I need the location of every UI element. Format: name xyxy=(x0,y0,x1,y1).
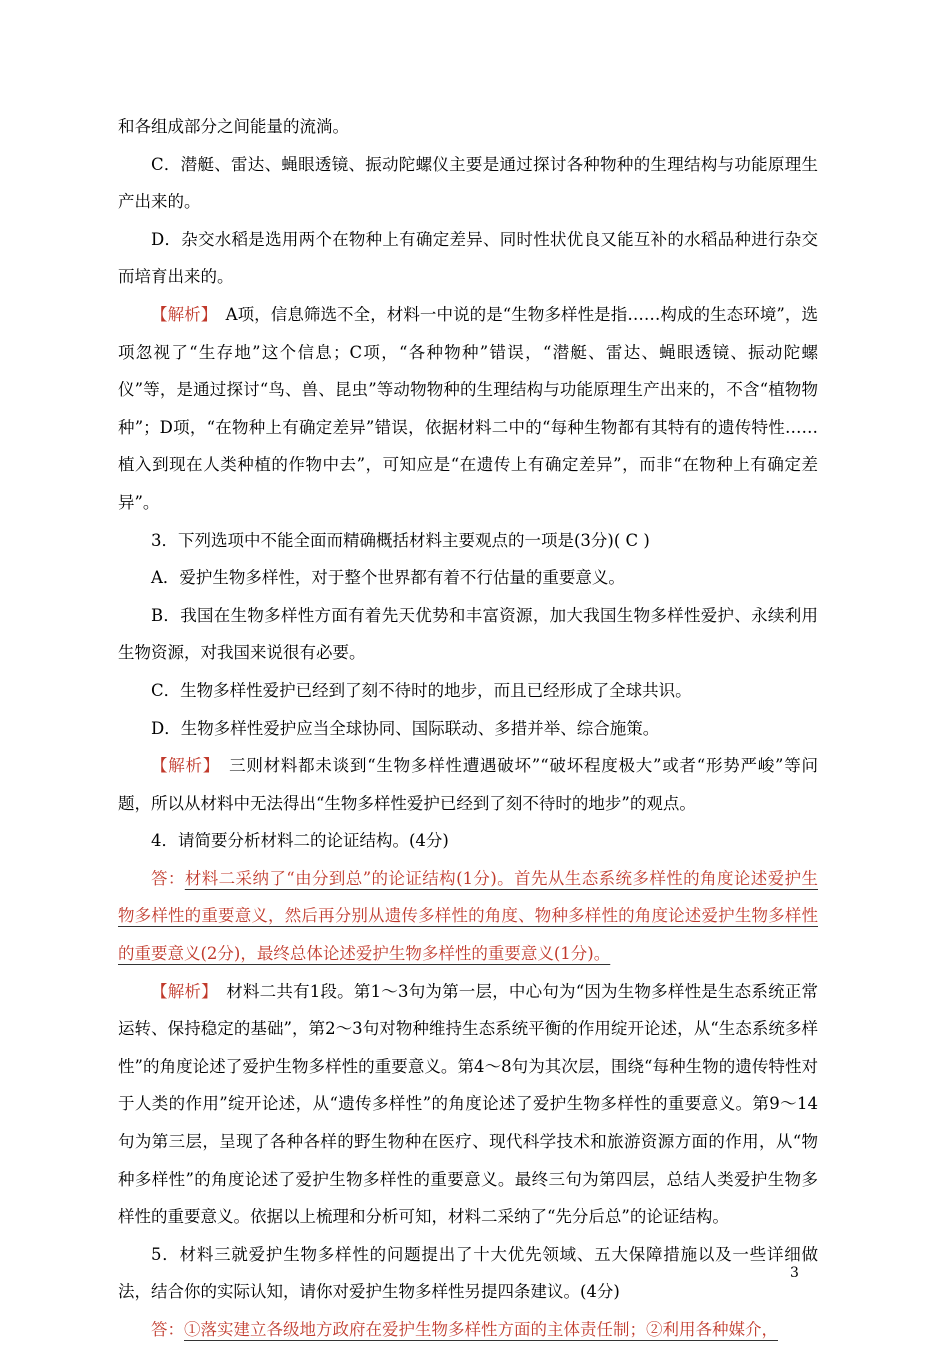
analysis-q2 xyxy=(118,296,818,522)
answer-text: 材料二采纳了“由分到总”的论证结构(1分)。首先从生态系统多样性的角度论述爱护生物多样性的重要意义，然后再分别从遗传多样性的角度、物种多样性的角度论述爱护生物多样性的重要意义(2分)，最终总体论述爱护生物多样性的重要意义(1分)。 xyxy=(118,868,818,964)
q3-option-c: C．生物多样性爱护已经到了刻不待时的地步，而且已经形成了全球共识。 xyxy=(151,680,692,700)
answer-label: 答： xyxy=(151,1320,184,1339)
document-body xyxy=(118,108,818,1349)
q3-option-b: B．我国在生物多样性方面有着先天优势和丰富资源，加大我国生物多样性爱护、永续利用生物资源，对我国来说很有必要。 xyxy=(118,605,818,663)
page-number: 3 xyxy=(790,1265,799,1281)
answer-q5 xyxy=(118,1311,818,1349)
answer-label: 答： xyxy=(151,868,185,888)
option-c: C．潜艇、雷达、蝇眼透镜、振动陀螺仪主要是通过探讨各种物种的生理结构与功能原理生产出来的。 xyxy=(118,154,818,212)
q3-option-d: D．生物多样性爱护应当全球协同、国际联动、多措并举、综合施策。 xyxy=(151,718,660,738)
paragraph-continuation: 和各组成部分之间能量的流淌。 xyxy=(118,117,349,136)
analysis-text: A项，信息筛选不全，材料一中说的是“生物多样性是指……构成的生态环境”，选项忽视了“生存地”这个信息；C项，“各种物种”错误，“潜艇、雷达、蝇眼透镜、振动陀螺仪”等，是通过探讨“鸟、兽、昆虫”等动物物种的生理结构与功能原理生产出来的，不含“植物物种”；D项，“在物种上有确定差异”错误，依据材料二中的“每种生物都有其特有的遗传特性……植入到现在人类种植的作物中去”，可知应是“在遗传上有确定差异”，而非“在物种上有确定差异”。 xyxy=(118,304,818,512)
answer-q4 xyxy=(118,860,818,973)
q3-option-a: A．爱护生物多样性，对于整个世界都有着不行估量的重要意义。 xyxy=(151,568,625,588)
question-4: 4．请简要分析材料二的论证结构。(4分) xyxy=(151,831,449,851)
analysis-tag: 【解析】 xyxy=(151,304,210,324)
question-5: 5．材料三就爱护生物多样性的问题提出了十大优先领域、五大保障措施以及一些详细做法，结合你的实际认知，请你对爱护生物多样性另提四条建议。(4分) xyxy=(118,1244,818,1302)
analysis-text: 三则材料都未谈到“生物多样性遭遇破坏”“破坏程度极大”或者“形势严峻”等问题，所以从材料中无法得出“生物多样性爱护已经到了刻不待时的地步”的观点。 xyxy=(118,756,818,813)
analysis-tag: 【解析】 xyxy=(151,756,212,776)
option-d: D．杂交水稻是选用两个在物种上有确定差异、同时性状优良又能互补的水稻品种进行杂交而培育出来的。 xyxy=(118,229,818,287)
analysis-q4 xyxy=(118,973,818,1236)
question-3: 3．下列选项中不能全面而精确概括材料主要观点的一项是(3分)( C ) xyxy=(151,530,650,550)
analysis-q3 xyxy=(118,747,818,822)
analysis-text: 材料二共有1段。第1～3句为第一层，中心句为“因为生物多样性是生态系统正常运转、保持稳定的基础”，第2～3句对物种维持生态系统平衡的作用绽开论述，从“生态系统多样性”的角度论述了爱护生物多样性的重要意义。第4～8句为其次层，围绕“每种生物的遗传特性对于人类的作用”绽开论述，从“遗传多样性”的角度论述了爱护生物多样性的重要意义。第9～14句为第三层，呈现了各种各样的野生物种在医疗、现代科学技术和旅游资源方面的作用，从“物种多样性”的角度论述了爱护生物多样性的重要意义。最终三句为第四层，总结人类爱护生物多样性的重要意义。依据以上梳理和分析可知，材料二采纳了“先分后总”的论证结构。 xyxy=(118,981,818,1227)
analysis-tag: 【解析】 xyxy=(151,981,210,1001)
answer-text: ①落实建立各级地方政府在爱护生物多样性方面的主体责任制；②利用各种媒介， xyxy=(184,1320,778,1339)
